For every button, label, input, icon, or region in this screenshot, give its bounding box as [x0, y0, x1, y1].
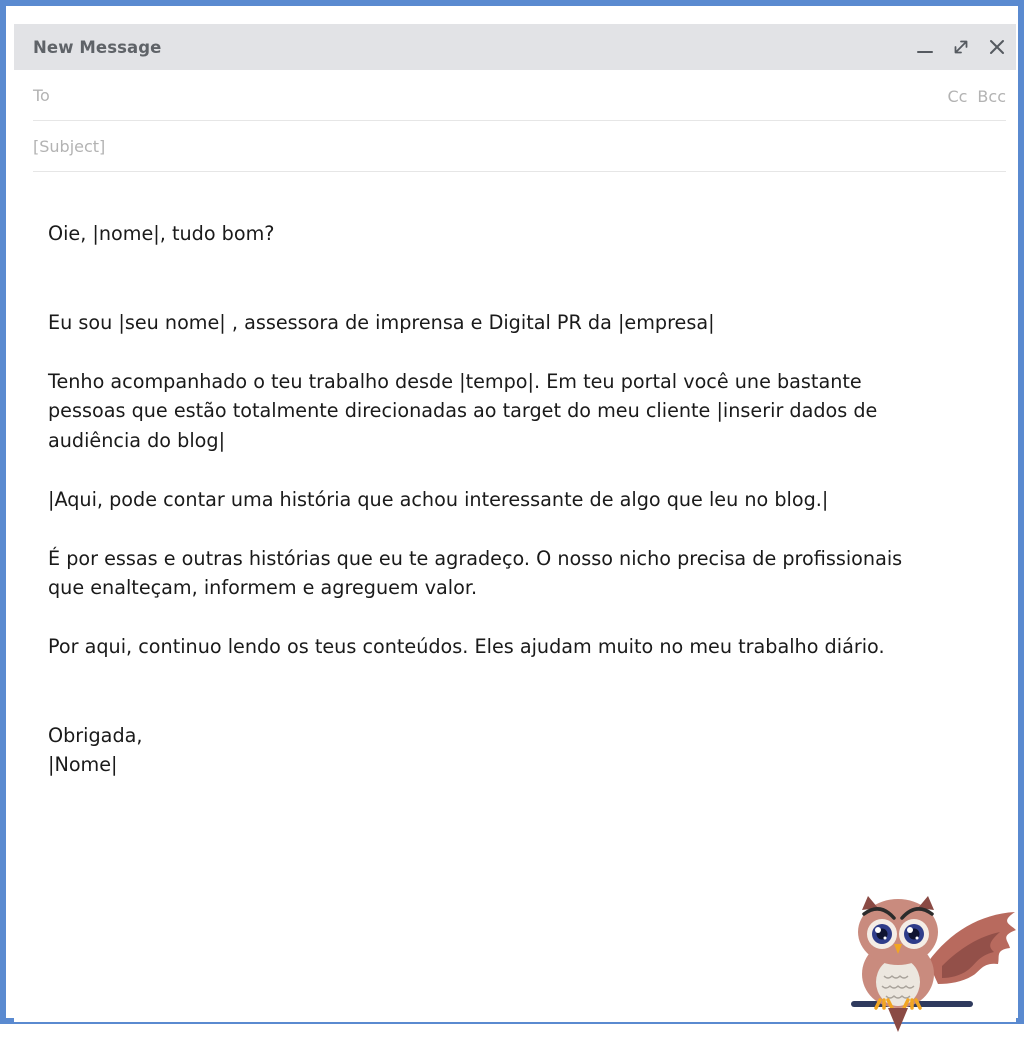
intro-line: Eu sou |seu nome| , assessora de imprensa e Digital PR da |empresa| [48, 310, 715, 334]
title-bar [14, 24, 1016, 70]
cc-link[interactable]: Cc [947, 86, 968, 106]
subject-input[interactable] [33, 132, 1006, 162]
close-button[interactable] [986, 36, 1008, 58]
to-label: To [33, 86, 50, 105]
minimize-icon [916, 38, 934, 56]
signoff-line: Obrigada, [48, 723, 143, 747]
paragraph-3-line-1: É por essas e outras histórias que eu te agradeço. O nosso nicho precisa de profissionais [48, 546, 903, 570]
close-icon [988, 38, 1006, 56]
subject-field-row [33, 122, 1006, 172]
paragraph-4: Por aqui, continuo lendo os teus conteúdos. Eles ajudam muito no meu trabalho diário. [48, 635, 885, 658]
paragraph-2: |Aqui, pode contar uma história que achou interessante de algo que leu no blog.| [48, 487, 829, 511]
compose-window [14, 24, 1016, 1022]
expand-button[interactable] [950, 36, 972, 58]
window-controls [914, 24, 1008, 70]
bcc-link[interactable]: Bcc [977, 86, 1006, 106]
owl-mascot-icon [850, 892, 1020, 1040]
cc-bcc-links [947, 71, 1006, 121]
paragraph-1-line-3: audiência do blog| [48, 428, 226, 452]
paragraph-1-line-1: Tenho acompanhado o teu trabalho desde |tempo|. Em teu portal você une bastante [48, 369, 862, 393]
expand-icon [952, 38, 970, 56]
greeting-line: Oie, |nome|, tudo bom? [48, 222, 275, 245]
signature-line: |Nome| [48, 753, 118, 776]
message-body[interactable] [48, 219, 948, 780]
paragraph-3-line-2: que enalteçam, informem e agreguem valor. [48, 576, 478, 599]
window-title: New Message [33, 37, 162, 57]
to-field-row[interactable] [33, 71, 1006, 121]
minimize-button[interactable] [914, 36, 936, 58]
paragraph-1-line-2: pessoas que estão totalmente direcionadas ao target do meu cliente |inserir dados de [48, 399, 878, 422]
